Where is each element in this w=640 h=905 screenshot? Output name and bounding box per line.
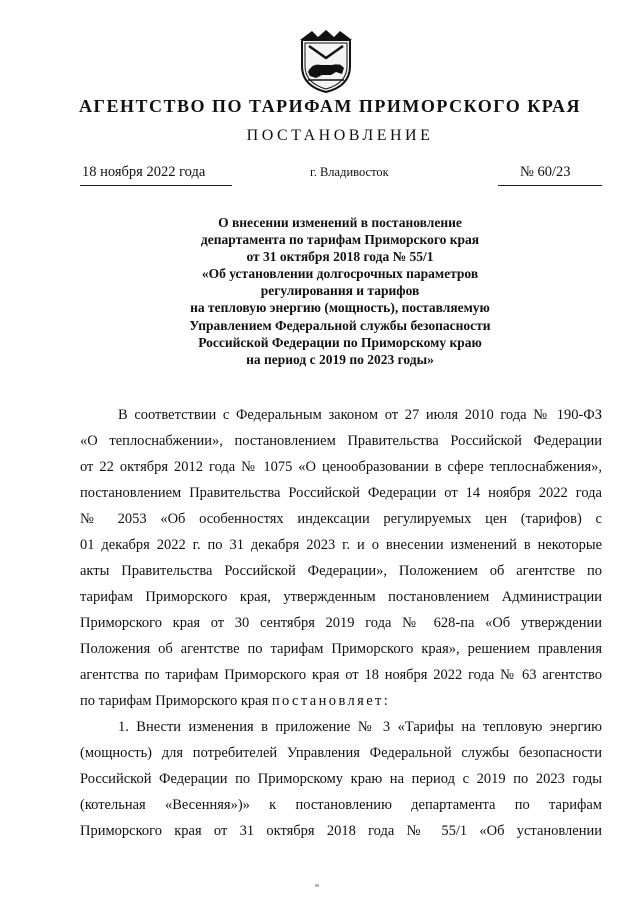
resolves-word: постановляет:: [271, 693, 391, 709]
title-line: «Об установлении долгосрочных параметров: [201, 266, 479, 282]
document-type: ПОСТАНОВЛЕНИЕ: [246, 127, 434, 144]
title-line: от 31 октября 2018 года № 55/1: [246, 249, 434, 265]
paragraph-1-last-line: [80, 689, 602, 713]
coat-of-arms-icon: [296, 28, 356, 94]
agency-name: АГЕНТСТВО ПО ТАРИФАМ ПРИМОРСКОГО КРАЯ: [79, 96, 581, 116]
paragraph-1-line: Положения об агентстве по тарифам Приморского края», решением правления: [80, 641, 602, 657]
title-line: на тепловую энергию (мощность), поставляемую: [190, 300, 490, 316]
paragraph-2-line: (котельная «Весенняя»)» к постановлению департамента по тарифам: [80, 797, 602, 813]
title-line: департамента по тарифам Приморского края: [200, 232, 480, 248]
paragraph-1-line: 01 декабря 2022 г. по 31 декабря 2023 г. и о внесении изменений в некоторые: [80, 537, 602, 553]
paragraph-2-line: (мощность) для потребителей Управления Федеральной службы безопасности: [80, 745, 602, 761]
title-line: на период с 2019 по 2023 годы»: [246, 351, 434, 367]
paragraph-1-line: агентства по тарифам Приморского края от 18 ноября 2022 года № 63 агентство: [80, 667, 602, 683]
paragraph-2-line: Приморского края от 31 октября 2018 года № 55/1 «Об установлении: [80, 823, 602, 839]
paragraph-1-last-text: по тарифам Приморского края: [80, 693, 272, 709]
paragraph-1-line: № 2053 «Об особенностях индексации регулируемых цен (тарифов) с: [80, 511, 602, 527]
title-line: регулирования и тарифов: [260, 283, 420, 299]
date-underline: [80, 185, 232, 186]
scan-mark: [315, 884, 319, 887]
number-underline: [498, 185, 602, 186]
paragraph-2-line: Российской Федерации по Приморскому краю на период с 2019 по 2023 годы: [80, 771, 602, 787]
paragraph-1-line: «О теплоснабжении», постановлением Правительства Российской Федерации: [80, 433, 602, 449]
document-number: № 60/23: [520, 164, 571, 180]
paragraph-2-line: 1. Внести изменения в приложение № 3 «Тарифы на тепловую энергию: [118, 719, 602, 735]
paragraph-1-line: тарифам Приморского края, утвержденным постановлением Администрации: [80, 589, 602, 605]
paragraph-1-line: акты Правительства Российской Федерации», Положением об агентстве по: [80, 563, 602, 579]
paragraph-1-line: В соответствии с Федеральным законом от 27 июля 2010 года № 190-ФЗ: [118, 407, 602, 423]
document-city: г. Владивосток: [310, 165, 389, 179]
title-line: Управлением Федеральной службы безопасности: [189, 317, 491, 333]
document-date: 18 ноября 2022 года: [82, 164, 206, 180]
paragraph-1-line: постановлением Правительства Российской Федерации от 14 ноября 2022 года: [80, 485, 602, 501]
title-line: О внесении изменений в постановление: [218, 215, 462, 230]
document-title: [130, 214, 550, 368]
title-line: Российской Федерации по Приморскому краю: [198, 334, 482, 350]
paragraph-1-line: Приморского края от 30 сентября 2019 года № 628-па «Об утверждении: [80, 615, 602, 631]
paragraph-1-line: от 22 октября 2012 года № 1075 «О ценообразовании в сфере теплоснабжения»,: [80, 459, 602, 475]
